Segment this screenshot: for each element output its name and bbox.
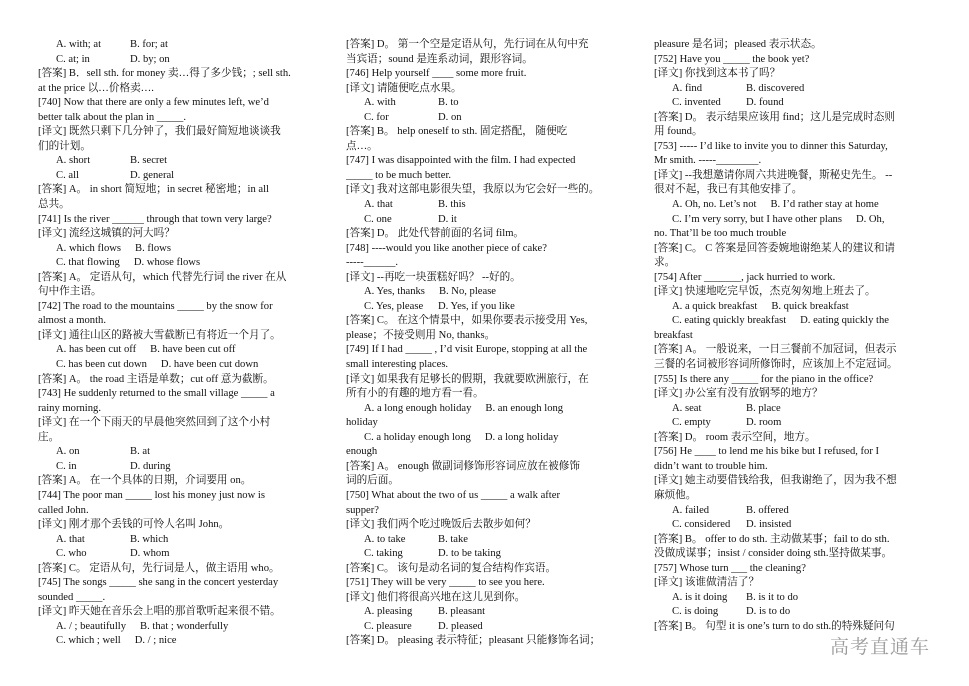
text-line: [译文] 该谁做清洁了？ bbox=[654, 577, 760, 589]
answer-option: A. that bbox=[364, 199, 393, 211]
answer-options-line bbox=[654, 416, 950, 431]
answer-option: B. that ; wonderfully bbox=[140, 620, 229, 632]
answer-option: A. failed bbox=[672, 504, 710, 516]
answer-option: C. that flowing bbox=[56, 257, 120, 269]
answer-options-line bbox=[346, 402, 642, 417]
text-line: [译文] 在一个下雨天的早晨他突然回到了这个小村 bbox=[38, 417, 271, 429]
answer-options-line bbox=[38, 634, 334, 649]
text-line: [答案] C。 定语从句，先行词是人，做主语用 who。 bbox=[38, 562, 280, 574]
answer-option: A. find bbox=[672, 82, 703, 94]
answer-option: C. has been cut down bbox=[56, 359, 147, 371]
answer-option: B. I’d rather stay at home bbox=[770, 199, 879, 211]
text-line: [745] The songs _____ she sang in the concert yesterday bbox=[38, 577, 279, 589]
answer-options-line bbox=[654, 402, 950, 417]
text-line: [译文] 既然只剩下几分钟了，我们最好简短地谈谈我 bbox=[38, 126, 281, 138]
answer-option: D. / ; nice bbox=[134, 635, 177, 647]
answer-option: D. whose flows bbox=[133, 257, 201, 269]
text-line: [746] Help yourself ____ some more fruit. bbox=[346, 68, 527, 80]
text-line: [译文] 刚才那个丢钱的可怜人名叫 John。 bbox=[38, 519, 230, 531]
answer-options-line bbox=[654, 213, 950, 228]
answer-options-line bbox=[38, 53, 334, 68]
answer-option: A. pleasing bbox=[364, 606, 413, 618]
answer-option: B. discovered bbox=[746, 82, 805, 94]
answer-option: C. taking bbox=[364, 548, 403, 560]
answer-option: D. pleased bbox=[438, 620, 483, 632]
text-line: Mr smith. -----________. bbox=[654, 155, 762, 167]
answer-options-line bbox=[346, 431, 642, 446]
answer-option: A. / ; beautifully bbox=[56, 620, 127, 632]
answer-option: B. flows bbox=[135, 242, 171, 254]
text-line: [答案] A。 一般说来，一日三餐前不加冠词，但表示 bbox=[654, 344, 897, 356]
text-line: [译文] 通往山区的路被大雪截断已有将近一个月了。 bbox=[38, 329, 281, 341]
answer-option: D. by; on bbox=[130, 53, 170, 65]
text-line: breakfast bbox=[654, 329, 693, 341]
answer-option: B. have been cut off bbox=[150, 344, 236, 356]
text-line: [748] ----would you like another piece of cake? bbox=[346, 242, 547, 254]
answer-option: A. short bbox=[56, 155, 91, 167]
text-line: [译文] 请随便吃点水果。 bbox=[346, 82, 462, 94]
answer-option: C. at; in bbox=[56, 53, 90, 65]
text-line: small interesting places. bbox=[346, 359, 449, 371]
answer-options-line bbox=[38, 154, 334, 169]
answer-option: C. which ; well bbox=[56, 635, 121, 647]
text-line: [答案] A。 enough 做副词修饰形容词应放在被修饰 bbox=[346, 460, 580, 472]
text-line: [译文] 办公室有没有放钢琴的地方？ bbox=[654, 388, 823, 400]
text-line: at the price 以…价格卖…. bbox=[38, 82, 154, 94]
text-line: [755] Is there any _____ for the piano in the office? bbox=[654, 373, 874, 385]
answer-option: B. No, please bbox=[438, 286, 497, 298]
answer-options-line bbox=[346, 300, 642, 315]
text-line: enough bbox=[346, 446, 378, 458]
answer-option: D. during bbox=[130, 460, 171, 472]
answer-options-line bbox=[38, 620, 334, 635]
text-line: 总共。 bbox=[38, 199, 70, 211]
text-line: [答案] A。 在一个具体的日期，介词要用 on。 bbox=[38, 475, 252, 487]
answer-option: A. has been cut off bbox=[56, 344, 137, 356]
text-line: [答案] D。 此处代替前面的名词 film。 bbox=[346, 228, 525, 240]
answer-option: D. eating quickly the bbox=[800, 315, 890, 327]
answer-option: C. Yes, please bbox=[364, 300, 424, 312]
text-line: [答案] D。 表示结果应该用 find；这儿是完成时态则 bbox=[654, 111, 895, 123]
answer-options-line bbox=[38, 169, 334, 184]
text-line: 当宾语；sound 是连系动词，跟形容词。 bbox=[346, 53, 533, 65]
text-line: [答案] D。 第一个空是定语从句，先行词在从句中充 bbox=[346, 39, 589, 50]
answer-option: D. room bbox=[746, 417, 782, 429]
text-line: [译文] 他们将很高兴地在这儿见到你。 bbox=[346, 591, 526, 603]
text-line: [740] Now that there are only a few minutes left, we’d bbox=[38, 97, 269, 109]
answer-option: C. all bbox=[56, 169, 79, 181]
answer-option: D. have been cut down bbox=[160, 359, 259, 371]
answer-option: D. on bbox=[438, 111, 462, 123]
text-line: 句中作主语。 bbox=[38, 286, 102, 298]
text-line: 庄。 bbox=[38, 431, 60, 443]
answer-option: C. in bbox=[56, 460, 77, 472]
answer-option: A. to take bbox=[364, 533, 406, 545]
answer-options-line bbox=[654, 591, 950, 606]
answer-option: B. place bbox=[746, 402, 781, 414]
text-line: [答案] C。 在这个情景中，如果你要表示接受用 Yes, bbox=[346, 315, 588, 327]
answer-option: C. one bbox=[364, 213, 392, 225]
answer-option: D. to be taking bbox=[438, 548, 501, 560]
answer-option: A. which flows bbox=[56, 242, 122, 254]
text-line: [答案] B。 句型 it is one’s turn to do sth.的特殊疑问句 bbox=[654, 620, 895, 632]
answer-option: A. that bbox=[56, 533, 85, 545]
text-line: [译文] 流经这城镇的河大吗？ bbox=[38, 228, 175, 240]
text-line: [741] Is the river ______ through that town very large? bbox=[38, 213, 272, 225]
answer-options-line bbox=[654, 300, 950, 315]
answer-option: B. is it to do bbox=[746, 591, 799, 603]
answer-option: C. eating quickly breakfast bbox=[672, 315, 787, 327]
text-line: [答案] B。 help oneself to sth. 固定搭配， 随便吃 bbox=[346, 126, 568, 138]
column-middle bbox=[346, 38, 642, 649]
text-line: [答案] C。 C 答案是回答委婉地谢绝某人的建议和请 bbox=[654, 242, 896, 254]
answer-options-line bbox=[346, 533, 642, 548]
answer-option: B. secret bbox=[130, 155, 168, 167]
text-line: [答案] D。 pleasing 表示特征；pleasant 只能修饰名词； bbox=[346, 635, 601, 647]
text-line: [750] What about the two of us _____ a walk after bbox=[346, 489, 560, 501]
text-line: 没做成谋事；insist / consider doing sth.坚持做某事。 bbox=[654, 548, 893, 560]
answer-options-line bbox=[346, 213, 642, 228]
text-line: didn’t want to trouble him. bbox=[654, 460, 768, 472]
answer-option: C. considered bbox=[672, 519, 731, 531]
text-line: [译文] 我们两个吃过晚饭后去散步如何？ bbox=[346, 519, 536, 531]
answer-option: A. a quick breakfast bbox=[672, 300, 758, 312]
text-line: [751] They will be very _____ to see you here. bbox=[346, 577, 545, 589]
answer-options-line bbox=[38, 256, 334, 271]
answer-option: B. to bbox=[438, 97, 459, 109]
answer-option: D. a long holiday bbox=[484, 431, 559, 443]
answer-options-line bbox=[38, 445, 334, 460]
text-line: [743] He suddenly returned to the small village _____ a bbox=[38, 388, 275, 400]
answer-options-line bbox=[654, 82, 950, 97]
answer-options-line bbox=[654, 504, 950, 519]
text-line: -----______. bbox=[346, 257, 399, 269]
text-line: 用 found。 bbox=[654, 126, 703, 138]
text-line: [752] Have you _____ the book yet? bbox=[654, 53, 810, 65]
text-line: [744] The poor man _____ lost his money just now is bbox=[38, 489, 265, 501]
text-line: [译文] 如果我有足够长的假期，我就要欧洲旅行，在 bbox=[346, 373, 589, 385]
answer-option: A. seat bbox=[672, 402, 702, 414]
text-line: called John. bbox=[38, 504, 89, 516]
answer-option: D. Oh, bbox=[855, 213, 885, 225]
text-line: 求。 bbox=[654, 257, 676, 269]
text-line: no. That’ll be too much trouble bbox=[654, 228, 787, 240]
answer-option: C. empty bbox=[672, 417, 711, 429]
answer-options-line bbox=[38, 242, 334, 257]
answer-options-line bbox=[346, 111, 642, 126]
answer-option: D. whom bbox=[130, 548, 170, 560]
text-line: [答案] B．sell sth. for money 卖…得了多少钱；; sell sth. bbox=[38, 68, 291, 80]
column-right bbox=[654, 38, 950, 634]
text-line: better talk about the plan in _____. bbox=[38, 111, 186, 123]
text-line: [747] I was disappointed with the film. I had expected bbox=[346, 155, 576, 167]
text-line: [756] He ____ to lend me his bike but I refused, for I bbox=[654, 446, 880, 458]
text-line: 所有小的有趣的地方看一看。 bbox=[346, 388, 484, 400]
text-line: [742] The road to the mountains _____ by the snow for bbox=[38, 300, 273, 312]
text-line: [答案] C。 该句是动名词的复合结构作宾语。 bbox=[346, 562, 557, 574]
answer-option: B. for; at bbox=[130, 39, 168, 50]
text-line: [757] Whose turn ___ the cleaning? bbox=[654, 562, 806, 574]
answer-options-line bbox=[346, 198, 642, 213]
answer-options-line bbox=[346, 96, 642, 111]
text-line: [753] ----- I’d like to invite you to dinner this Saturday, bbox=[654, 140, 888, 152]
answer-option: D. is to do bbox=[746, 606, 791, 618]
text-line: please；不接受则用 No, thanks。 bbox=[346, 329, 496, 341]
answer-option: B. an enough long bbox=[485, 402, 564, 414]
answer-option: B. offered bbox=[746, 504, 789, 516]
answer-options-line bbox=[346, 547, 642, 562]
answer-options-line bbox=[346, 620, 642, 635]
text-line: 麻烦他。 bbox=[654, 489, 697, 501]
answer-options-line bbox=[654, 96, 950, 111]
answer-option: D. general bbox=[130, 169, 175, 181]
answer-option: B. pleasant bbox=[438, 606, 486, 618]
text-line: rainy morning. bbox=[38, 402, 101, 414]
answer-options-line bbox=[38, 547, 334, 562]
text-line: 词的后面。 bbox=[346, 475, 399, 487]
text-line: [答案] B。 offer to do sth. 主动做某事；fail to do sth. bbox=[654, 533, 890, 545]
answer-option: C. pleasure bbox=[364, 620, 412, 632]
text-line: [答案] A。 in short 简短地；in secret 秘密地；in all bbox=[38, 184, 269, 196]
text-line: [译文] --我想邀请你周六共进晚餐，斯秘史先生。 -- bbox=[654, 169, 893, 181]
text-line: 很对不起，我已有其他安排了。 bbox=[654, 184, 803, 196]
answer-options-line bbox=[654, 314, 950, 329]
text-line: [754] After _______, jack hurried to work. bbox=[654, 271, 836, 283]
answer-option: B. this bbox=[438, 199, 466, 211]
text-line: [译文] 她主动要借钱给我，但我谢绝了，因为我不想 bbox=[654, 475, 897, 487]
answer-option: C. a holiday enough long bbox=[364, 431, 471, 443]
answer-option: D. insisted bbox=[746, 519, 792, 531]
column-left bbox=[38, 38, 334, 649]
answer-option: B. which bbox=[130, 533, 169, 545]
text-line: 三餐的名词被形容词所修饰时，应该加上不定冠词。 bbox=[654, 359, 898, 371]
answer-option: D. found bbox=[746, 97, 784, 109]
text-line: sounded _____. bbox=[38, 591, 106, 603]
answer-option: A. on bbox=[56, 446, 80, 458]
answer-options-line bbox=[654, 518, 950, 533]
answer-option: C. for bbox=[364, 111, 389, 123]
answer-option: A. with bbox=[364, 97, 396, 109]
answer-options-line bbox=[346, 285, 642, 300]
answer-option: B. take bbox=[438, 533, 469, 545]
text-line: 们的计划。 bbox=[38, 140, 91, 152]
text-line: pleasure 是名词；pleased 表示状态。 bbox=[654, 39, 822, 50]
text-line: [译文] 快速地吃完早饭，杰克匆匆地上班去了。 bbox=[654, 286, 876, 298]
text-line: [答案] A。 the road 主语是单数；cut off 意为截断。 bbox=[38, 373, 274, 385]
text-line: _____ to be much better. bbox=[346, 169, 452, 181]
answer-option: B. quick breakfast bbox=[771, 300, 849, 312]
answer-options-line bbox=[38, 460, 334, 475]
text-line: [749] If I had _____ , I’d visit Europe, stopping at all the bbox=[346, 344, 588, 356]
answer-options-line bbox=[346, 605, 642, 620]
answer-option: D. it bbox=[438, 213, 457, 225]
text-line: 点…。 bbox=[346, 140, 378, 152]
answer-option: A. Yes, thanks bbox=[364, 286, 425, 298]
answer-option: C. I’m very sorry, but I have other plans bbox=[672, 213, 842, 225]
answer-option: C. is doing bbox=[672, 606, 719, 618]
answer-option: C. who bbox=[56, 548, 87, 560]
answer-options-line bbox=[38, 343, 334, 358]
text-line: [译文] 我对这部电影很失望，我原以为它会好一些的。 bbox=[346, 184, 600, 196]
answer-options-line bbox=[654, 605, 950, 620]
answer-option: C. invented bbox=[672, 97, 721, 109]
answer-options-line bbox=[38, 358, 334, 373]
text-line: [答案] A。 定语从句，which 代替先行词 the river 在从 bbox=[38, 271, 287, 283]
text-line: [答案] D。 room 表示空间，地方。 bbox=[654, 431, 816, 443]
answer-option: A. a long enough holiday bbox=[364, 402, 472, 414]
text-line: [译文] --再吃一块蛋糕好吗？ --好的。 bbox=[346, 271, 521, 283]
answer-option: A. Oh, no. Let’s not bbox=[672, 199, 757, 211]
answer-option: D. Yes, if you like bbox=[438, 300, 515, 312]
answer-options-line bbox=[654, 198, 950, 213]
text-line: almost a month. bbox=[38, 315, 106, 327]
answer-options-line bbox=[38, 38, 334, 53]
answer-option: A. is it doing bbox=[672, 591, 728, 603]
answer-option: B. at bbox=[130, 446, 151, 458]
watermark-logo: 高考直通车 bbox=[830, 636, 931, 658]
answer-option: A. with; at bbox=[56, 39, 102, 50]
text-line: [译文] 昨天她在音乐会上唱的那首歌听起来很不错。 bbox=[38, 606, 281, 618]
answer-options-line bbox=[38, 533, 334, 548]
text-line: holiday bbox=[346, 417, 378, 429]
text-line: supper? bbox=[346, 504, 379, 516]
text-line: [译文] 你找到这本书了吗？ bbox=[654, 68, 781, 80]
